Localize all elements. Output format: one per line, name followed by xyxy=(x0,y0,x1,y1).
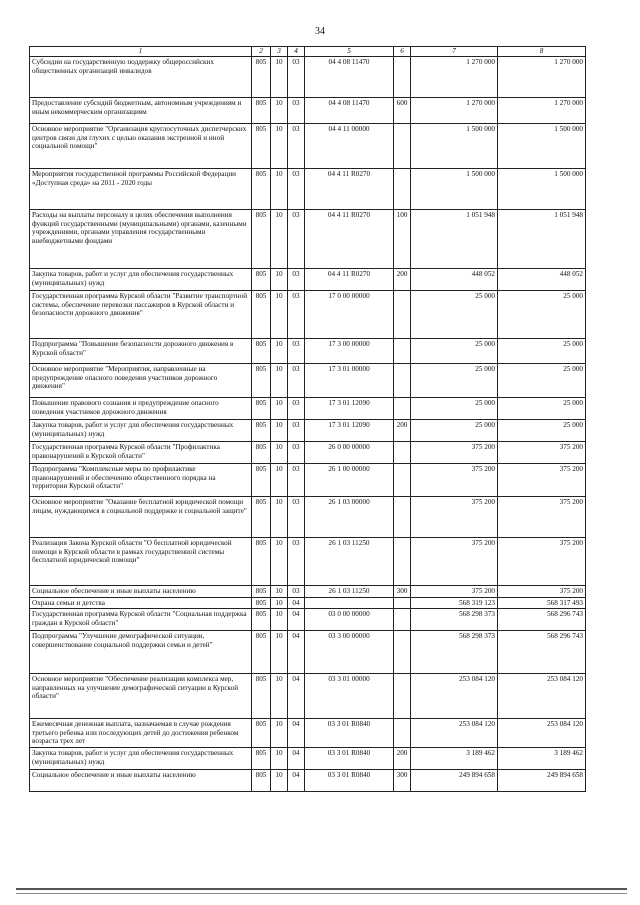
cell-expense-type xyxy=(394,364,411,398)
cell-section: 10 xyxy=(271,609,288,631)
cell-expense-type xyxy=(394,597,411,609)
cell-section: 10 xyxy=(271,420,288,442)
cell-subsection: 04 xyxy=(288,631,305,674)
cell-amount-year2: 1 500 000 xyxy=(498,169,586,210)
cell-target-article: 26 1 00 00000 xyxy=(305,464,394,497)
cell-subsection: 03 xyxy=(288,398,305,420)
row-name: Закупка товаров, работ и услуг для обеспечения государственных (муниципальных) нужд xyxy=(30,269,252,291)
page-number: 34 xyxy=(315,26,325,37)
row-name: Подпрограмма "Повышение безопасности дорожного движения в Курской области" xyxy=(30,339,252,364)
table-row xyxy=(30,719,586,748)
column-number: 6 xyxy=(394,47,411,57)
cell-expense-type xyxy=(394,339,411,364)
cell-amount-year1: 25 000 xyxy=(411,420,498,442)
table-row xyxy=(30,420,586,442)
cell-subsection: 03 xyxy=(288,124,305,169)
cell-expense-type xyxy=(394,497,411,538)
column-number: 7 xyxy=(411,47,498,57)
cell-section: 10 xyxy=(271,398,288,420)
table-row xyxy=(30,339,586,364)
cell-section: 10 xyxy=(271,210,288,269)
cell-subsection: 04 xyxy=(288,609,305,631)
cell-admin-code: 805 xyxy=(252,770,271,792)
cell-amount-year1: 448 052 xyxy=(411,269,498,291)
row-name: Реализация Закона Курской области "О бесплатной юридической помощи в Курской области в рамках государственной системы бесплатной юридической помощи" xyxy=(30,538,252,586)
table-row xyxy=(30,674,586,719)
cell-subsection: 03 xyxy=(288,497,305,538)
cell-amount-year1: 1 270 000 xyxy=(411,98,498,124)
row-name: Основное мероприятие "Мероприятия, направленные на предупреждение опасного поведения участников дорожного движения" xyxy=(30,364,252,398)
cell-amount-year1: 25 000 xyxy=(411,339,498,364)
cell-target-article: 03 0 00 00000 xyxy=(305,609,394,631)
cell-admin-code: 805 xyxy=(252,398,271,420)
cell-target-article: 04 4 08 11470 xyxy=(305,98,394,124)
cell-amount-year2: 375 200 xyxy=(498,538,586,586)
cell-amount-year2: 3 189 462 xyxy=(498,748,586,770)
cell-expense-type xyxy=(394,169,411,210)
cell-amount-year1: 568 298 373 xyxy=(411,631,498,674)
cell-expense-type: 600 xyxy=(394,98,411,124)
cell-target-article: 04 4 08 11470 xyxy=(305,57,394,98)
cell-amount-year1: 1 051 948 xyxy=(411,210,498,269)
cell-amount-year2: 1 270 000 xyxy=(498,98,586,124)
cell-admin-code: 805 xyxy=(252,497,271,538)
cell-target-article: 03 3 01 R0840 xyxy=(305,748,394,770)
cell-amount-year2: 25 000 xyxy=(498,398,586,420)
cell-expense-type xyxy=(394,631,411,674)
table-row xyxy=(30,586,586,598)
cell-admin-code: 805 xyxy=(252,210,271,269)
column-number: 3 xyxy=(271,47,288,57)
cell-amount-year2: 375 200 xyxy=(498,442,586,464)
cell-amount-year1: 1 270 000 xyxy=(411,57,498,98)
cell-subsection: 03 xyxy=(288,169,305,210)
cell-section: 10 xyxy=(271,748,288,770)
cell-target-article: 03 3 01 00000 xyxy=(305,674,394,719)
cell-amount-year2: 568 296 743 xyxy=(498,609,586,631)
cell-amount-year2: 253 084 120 xyxy=(498,719,586,748)
cell-admin-code: 805 xyxy=(252,420,271,442)
row-name: Ежемесячная денежная выплата, назначаемая в случае рождения третьего ребенка или последующих детей до достижения ребенком возраста трех лет xyxy=(30,719,252,748)
cell-amount-year1: 375 200 xyxy=(411,464,498,497)
row-name: Расходы на выплаты персоналу в целях обеспечения выполнения функций государственными (муниципальными) органами, казенными учреждениями, органами управления государственными внебюджетными фондами xyxy=(30,210,252,269)
cell-admin-code: 805 xyxy=(252,339,271,364)
cell-target-article xyxy=(305,597,394,609)
cell-admin-code: 805 xyxy=(252,124,271,169)
cell-amount-year1: 253 084 120 xyxy=(411,674,498,719)
table-row xyxy=(30,770,586,792)
cell-amount-year2: 253 084 120 xyxy=(498,674,586,719)
cell-admin-code: 805 xyxy=(252,57,271,98)
cell-amount-year1: 25 000 xyxy=(411,398,498,420)
table-row xyxy=(30,609,586,631)
cell-admin-code: 805 xyxy=(252,609,271,631)
table-row xyxy=(30,597,586,609)
column-number: 8 xyxy=(498,47,586,57)
cell-amount-year2: 375 200 xyxy=(498,464,586,497)
cell-subsection: 03 xyxy=(288,364,305,398)
row-name: Закупка товаров, работ и услуг для обеспечения государственных (муниципальных) нужд xyxy=(30,748,252,770)
cell-section: 10 xyxy=(271,719,288,748)
cell-admin-code: 805 xyxy=(252,631,271,674)
cell-section: 10 xyxy=(271,442,288,464)
cell-section: 10 xyxy=(271,269,288,291)
cell-target-article: 17 3 00 00000 xyxy=(305,339,394,364)
cell-expense-type: 300 xyxy=(394,586,411,598)
table-row xyxy=(30,57,586,98)
cell-target-article: 17 3 01 12090 xyxy=(305,420,394,442)
cell-admin-code: 805 xyxy=(252,719,271,748)
cell-expense-type xyxy=(394,538,411,586)
cell-target-article: 17 0 00 00000 xyxy=(305,291,394,339)
cell-target-article: 03 3 01 R0840 xyxy=(305,770,394,792)
cell-target-article: 04 4 11 R0270 xyxy=(305,169,394,210)
cell-target-article: 26 1 03 11250 xyxy=(305,586,394,598)
cell-subsection: 03 xyxy=(288,291,305,339)
column-number: 5 xyxy=(305,47,394,57)
cell-amount-year2: 375 200 xyxy=(498,586,586,598)
cell-target-article: 04 4 11 00000 xyxy=(305,124,394,169)
row-name: Государственная программа Курской области "Развитие транспортной системы, обеспечение перевозки пассажиров в Курской области и безопасности дорожного движения" xyxy=(30,291,252,339)
cell-amount-year1: 568 319 123 xyxy=(411,597,498,609)
table-row xyxy=(30,748,586,770)
row-name: Основное мероприятие "Обеспечение реализации комплекса мер, направленных на улучшение демографической ситуации в Курской области" xyxy=(30,674,252,719)
cell-admin-code: 805 xyxy=(252,597,271,609)
cell-section: 10 xyxy=(271,169,288,210)
cell-expense-type xyxy=(394,442,411,464)
cell-admin-code: 805 xyxy=(252,538,271,586)
cell-admin-code: 805 xyxy=(252,269,271,291)
row-name: Закупка товаров, работ и услуг для обеспечения государственных (муниципальных) нужд xyxy=(30,420,252,442)
cell-target-article: 03 3 01 R0840 xyxy=(305,719,394,748)
cell-amount-year1: 1 500 000 xyxy=(411,169,498,210)
table-row xyxy=(30,398,586,420)
cell-target-article: 03 3 00 00000 xyxy=(305,631,394,674)
cell-expense-type xyxy=(394,291,411,339)
budget-table xyxy=(29,46,586,792)
cell-section: 10 xyxy=(271,291,288,339)
cell-admin-code: 805 xyxy=(252,748,271,770)
column-number: 2 xyxy=(252,47,271,57)
cell-expense-type xyxy=(394,124,411,169)
cell-section: 10 xyxy=(271,57,288,98)
column-number: 4 xyxy=(288,47,305,57)
cell-expense-type xyxy=(394,398,411,420)
cell-section: 10 xyxy=(271,586,288,598)
cell-target-article: 26 1 03 00000 xyxy=(305,497,394,538)
cell-section: 10 xyxy=(271,631,288,674)
row-name: Государственная программа Курской области "Социальная поддержка граждан в Курской области" xyxy=(30,609,252,631)
cell-amount-year2: 249 894 658 xyxy=(498,770,586,792)
cell-target-article: 26 1 03 11250 xyxy=(305,538,394,586)
cell-admin-code: 805 xyxy=(252,586,271,598)
row-name: Основное мероприятие "Организация круглосуточных диспетчерских центров связи для глухих с целью оказания экстренной и иной социальной помощи" xyxy=(30,124,252,169)
cell-amount-year1: 25 000 xyxy=(411,291,498,339)
cell-admin-code: 805 xyxy=(252,364,271,398)
row-name: Субсидии на государственную поддержку общероссийских общественных организаций инвалидов xyxy=(30,57,252,98)
cell-target-article: 17 3 01 12090 xyxy=(305,398,394,420)
cell-target-article: 04 4 11 R0270 xyxy=(305,269,394,291)
row-name: Основное мероприятие "Оказание бесплатной юридической помощи лицам, нуждающимся в социальной поддержке и социальной защите" xyxy=(30,497,252,538)
cell-subsection: 03 xyxy=(288,586,305,598)
table-row xyxy=(30,442,586,464)
cell-amount-year2: 568 317 493 xyxy=(498,597,586,609)
cell-subsection: 04 xyxy=(288,597,305,609)
cell-section: 10 xyxy=(271,497,288,538)
cell-amount-year1: 375 200 xyxy=(411,497,498,538)
row-name: Государственная программа Курской области "Профилактика правонарушений в Курской области" xyxy=(30,442,252,464)
cell-subsection: 04 xyxy=(288,770,305,792)
column-number-row xyxy=(30,47,586,57)
table-row xyxy=(30,631,586,674)
cell-amount-year1: 375 200 xyxy=(411,586,498,598)
cell-expense-type xyxy=(394,609,411,631)
cell-subsection: 04 xyxy=(288,674,305,719)
cell-expense-type: 200 xyxy=(394,269,411,291)
cell-subsection: 03 xyxy=(288,98,305,124)
cell-section: 10 xyxy=(271,339,288,364)
cell-subsection: 03 xyxy=(288,442,305,464)
cell-amount-year2: 25 000 xyxy=(498,364,586,398)
row-name: Предоставление субсидий бюджетным, автономным учреждениям и иным некоммерческим организациям xyxy=(30,98,252,124)
cell-admin-code: 805 xyxy=(252,464,271,497)
cell-subsection: 04 xyxy=(288,748,305,770)
cell-admin-code: 805 xyxy=(252,674,271,719)
table-row xyxy=(30,538,586,586)
cell-amount-year2: 25 000 xyxy=(498,291,586,339)
cell-subsection: 03 xyxy=(288,339,305,364)
row-name: Охрана семьи и детства xyxy=(30,597,252,609)
cell-expense-type: 300 xyxy=(394,770,411,792)
cell-subsection: 03 xyxy=(288,538,305,586)
cell-section: 10 xyxy=(271,364,288,398)
cell-amount-year2: 568 296 743 xyxy=(498,631,586,674)
cell-admin-code: 805 xyxy=(252,442,271,464)
cell-amount-year1: 253 084 120 xyxy=(411,719,498,748)
cell-amount-year2: 1 270 000 xyxy=(498,57,586,98)
cell-expense-type xyxy=(394,719,411,748)
cell-amount-year2: 25 000 xyxy=(498,339,586,364)
cell-expense-type xyxy=(394,464,411,497)
table-row xyxy=(30,169,586,210)
cell-section: 10 xyxy=(271,770,288,792)
cell-amount-year1: 375 200 xyxy=(411,538,498,586)
cell-amount-year1: 3 189 462 xyxy=(411,748,498,770)
cell-admin-code: 805 xyxy=(252,169,271,210)
table-row xyxy=(30,364,586,398)
bottom-rule xyxy=(16,888,627,890)
cell-section: 10 xyxy=(271,464,288,497)
cell-amount-year1: 568 298 373 xyxy=(411,609,498,631)
cell-amount-year2: 1 051 948 xyxy=(498,210,586,269)
row-name: Социальное обеспечение и иные выплаты населению xyxy=(30,586,252,598)
cell-amount-year1: 25 000 xyxy=(411,364,498,398)
cell-section: 10 xyxy=(271,98,288,124)
cell-target-article: 17 3 01 00000 xyxy=(305,364,394,398)
cell-target-article: 04 4 11 R0270 xyxy=(305,210,394,269)
table-row xyxy=(30,98,586,124)
cell-subsection: 03 xyxy=(288,210,305,269)
column-number: 1 xyxy=(30,47,252,57)
cell-amount-year1: 375 200 xyxy=(411,442,498,464)
bottom-rule xyxy=(16,893,627,894)
cell-section: 10 xyxy=(271,674,288,719)
cell-section: 10 xyxy=(271,597,288,609)
cell-target-article: 26 0 00 00000 xyxy=(305,442,394,464)
table-row xyxy=(30,464,586,497)
cell-admin-code: 805 xyxy=(252,291,271,339)
cell-expense-type xyxy=(394,57,411,98)
table-row xyxy=(30,124,586,169)
cell-expense-type: 200 xyxy=(394,748,411,770)
table-row xyxy=(30,497,586,538)
cell-subsection: 03 xyxy=(288,269,305,291)
cell-section: 10 xyxy=(271,124,288,169)
cell-subsection: 03 xyxy=(288,420,305,442)
cell-section: 10 xyxy=(271,538,288,586)
row-name: Социальное обеспечение и иные выплаты населению xyxy=(30,770,252,792)
cell-amount-year2: 1 500 000 xyxy=(498,124,586,169)
cell-subsection: 03 xyxy=(288,57,305,98)
cell-admin-code: 805 xyxy=(252,98,271,124)
table-row xyxy=(30,210,586,269)
cell-expense-type xyxy=(394,674,411,719)
cell-amount-year2: 448 052 xyxy=(498,269,586,291)
cell-amount-year1: 1 500 000 xyxy=(411,124,498,169)
cell-amount-year2: 375 200 xyxy=(498,497,586,538)
table-row xyxy=(30,269,586,291)
cell-subsection: 04 xyxy=(288,719,305,748)
row-name: Подпрограмма "Улучшение демографической ситуации, совершенствование социальной поддержки семьи и детей" xyxy=(30,631,252,674)
cell-expense-type: 100 xyxy=(394,210,411,269)
cell-expense-type: 200 xyxy=(394,420,411,442)
cell-amount-year1: 249 894 658 xyxy=(411,770,498,792)
row-name: Повышение правового сознания и предупреждение опасного поведения участников дорожного движения xyxy=(30,398,252,420)
row-name: Мероприятия государственной программы Российской Федерации «Доступная среда» на 2011 - 2020 годы xyxy=(30,169,252,210)
cell-subsection: 03 xyxy=(288,464,305,497)
table-row xyxy=(30,291,586,339)
row-name: Подпрограмма "Комплексные меры по профилактике правонарушений и обеспечению общественного порядка на территории Курской области" xyxy=(30,464,252,497)
cell-amount-year2: 25 000 xyxy=(498,420,586,442)
